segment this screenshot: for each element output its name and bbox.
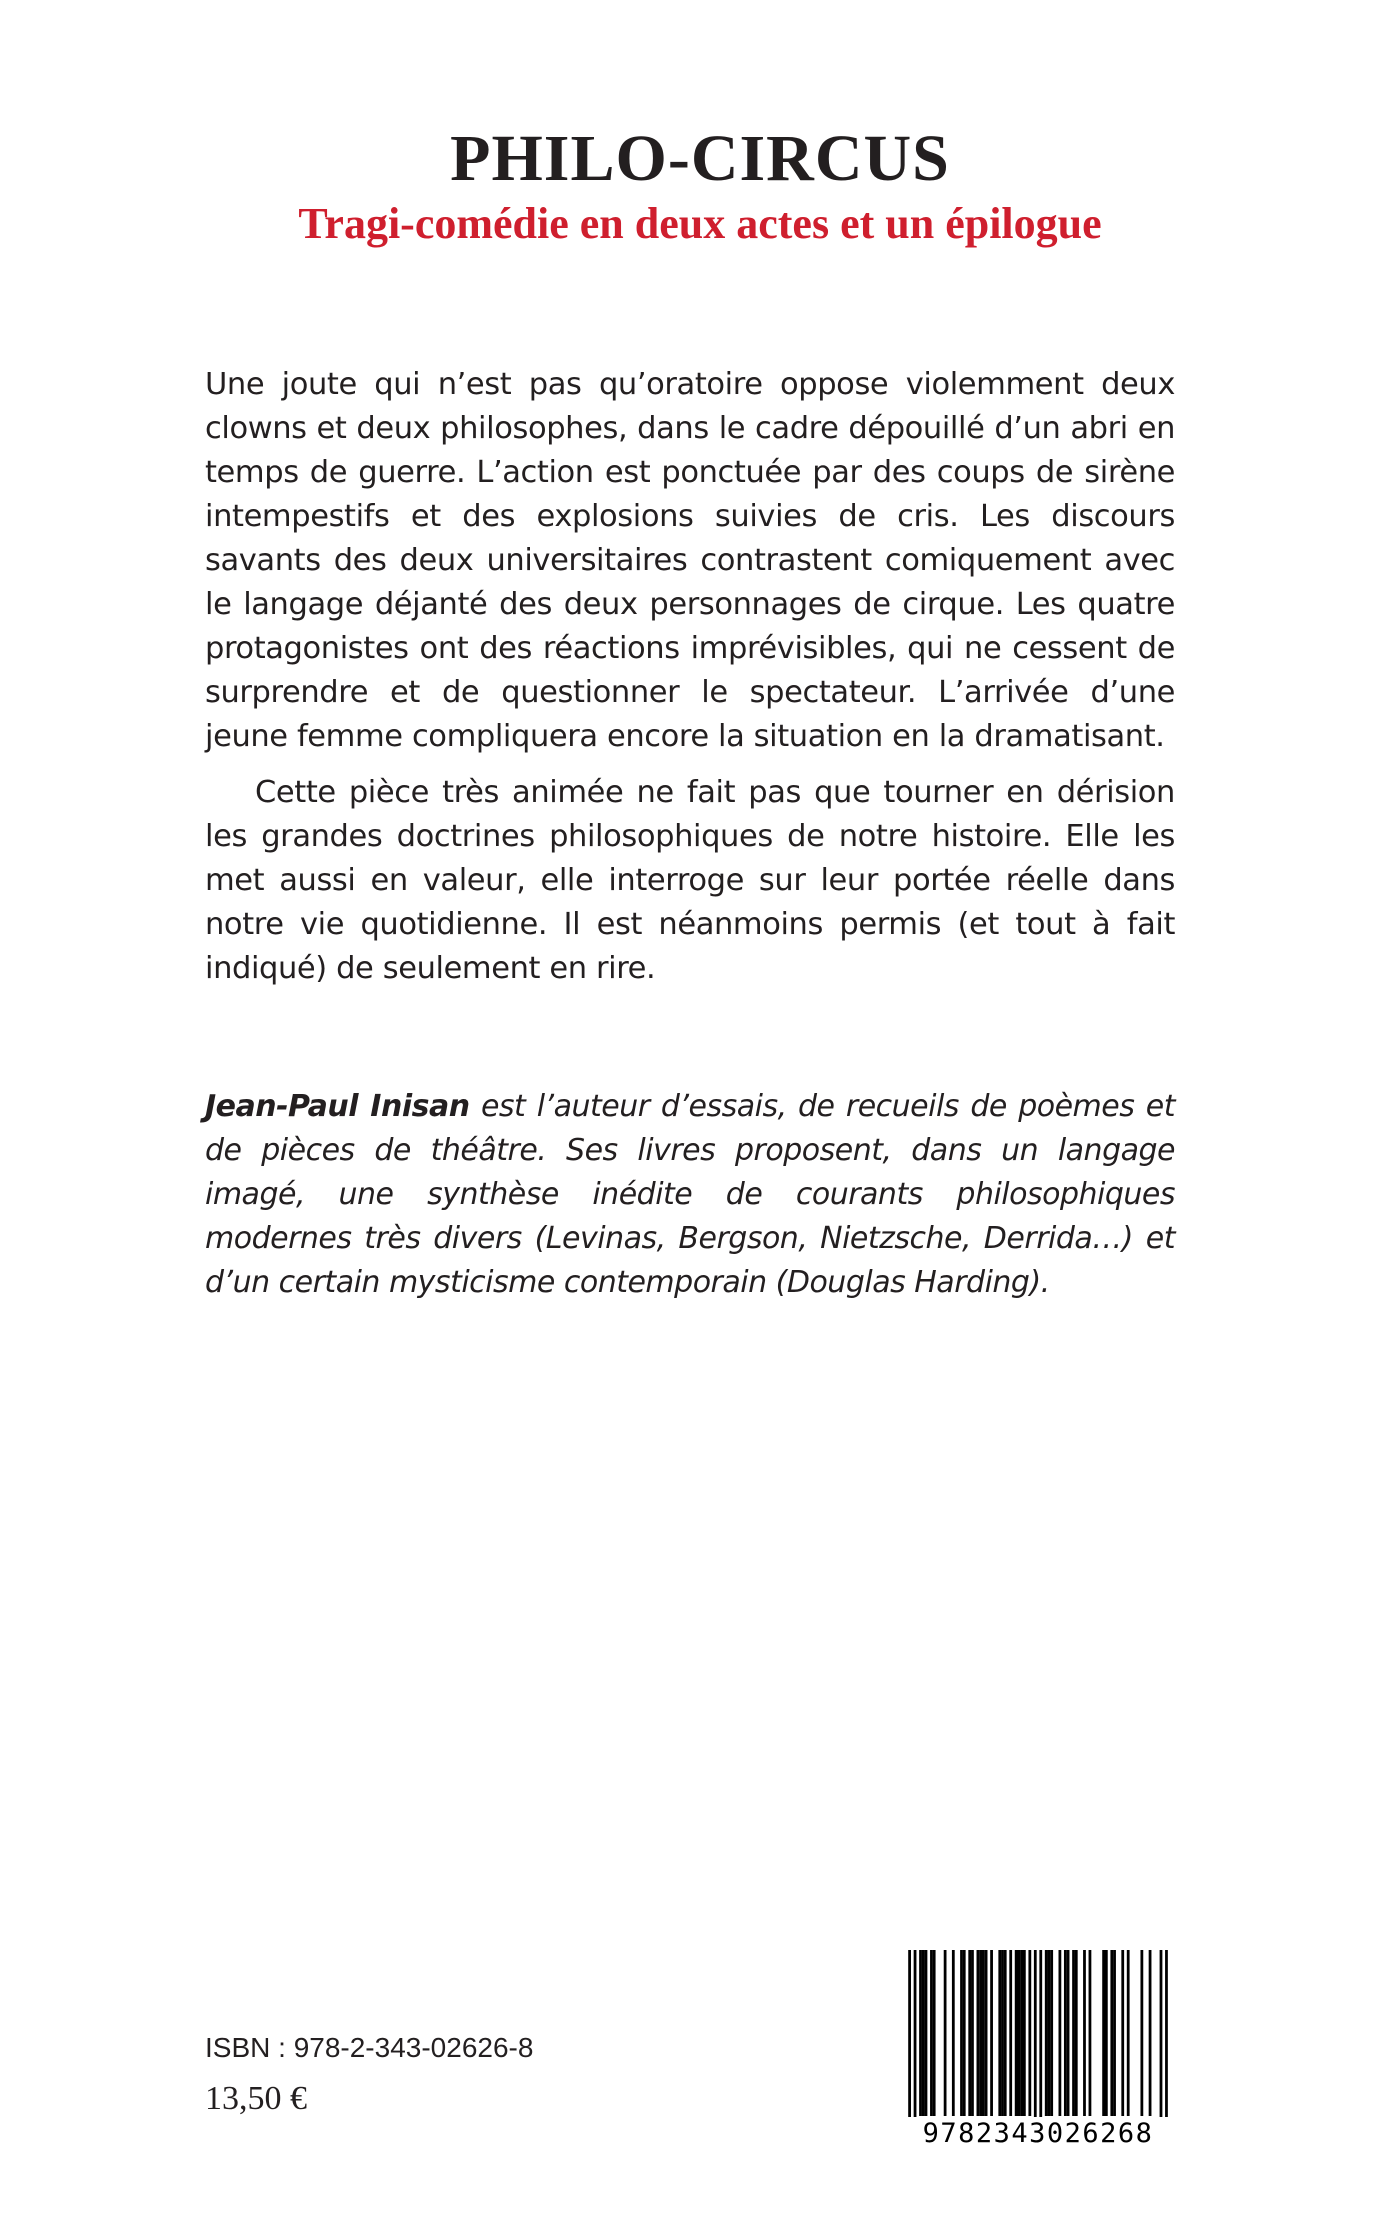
barcode-digits: 9782343026268 — [900, 2117, 1176, 2151]
barcode-bar — [1034, 1950, 1037, 2120]
barcode-bar — [1018, 1950, 1021, 2116]
barcode-bar — [1075, 1950, 1078, 2116]
author-name: Jean-Paul Inisan — [205, 1089, 470, 1124]
barcode-bar — [1102, 1950, 1105, 2116]
barcode-bar — [968, 1950, 971, 2116]
barcode-bar — [1121, 1950, 1124, 2116]
barcode-bar — [1089, 1950, 1092, 2116]
barcode-bars — [900, 1950, 1176, 2120]
barcode-bar — [971, 1950, 974, 2116]
barcode-bar — [1001, 1950, 1004, 2116]
barcode-bar — [1160, 1950, 1163, 2120]
barcode-bar — [998, 1950, 1001, 2116]
barcode-bar — [925, 1950, 928, 2116]
barcode-bar — [1083, 1950, 1086, 2116]
book-subtitle: Tragi-comédie en deux actes et un épilogue — [298, 199, 1102, 248]
barcode-bar — [1105, 1950, 1108, 2116]
isbn-text: ISBN : 978-2-343-02626-8 — [205, 2032, 534, 2063]
barcode-bar — [1028, 1950, 1031, 2116]
barcode-bar — [1165, 1950, 1168, 2120]
barcode-bar — [930, 1950, 933, 2116]
barcode-bar — [963, 1950, 966, 2116]
barcode-bar — [944, 1950, 947, 2116]
author-bio-text: est l’auteur d’essais, de recueils de poèmes et de pièces de théâtre. Ses livres proposent, dans un langage imagé, une synthèse inédite de courants philosophiques modernes très divers (Levinas, Bergson, Nietzsche, Derrida…) et d’un certain mysticisme contemporain (Douglas Harding). — [205, 1089, 1175, 1300]
barcode-bar — [1048, 1950, 1051, 2116]
barcode-bar — [1127, 1950, 1130, 2116]
blurb-paragraph-1: Une joute qui n’est pas qu’oratoire oppose violemment deux clowns et deux philosophes, dans le cadre dépouillé d’un abri en temps de guerre. L’action est ponctuée par des coups de sirène intempestifs et des explosions suivies de cris. Les discours savants des deux universitaires contrastent comiquement avec le langage déjanté des deux personnages de cirque. Les quatre protagonistes ont des réactions imprévisibles, qui ne cessent de surprendre et de questionner le spectateur. L’arrivée d’une jeune femme compliquera encore la situation en la dramatisant. — [205, 367, 1175, 754]
barcode-bar — [1009, 1950, 1012, 2116]
barcode-bar — [952, 1950, 955, 2116]
barcode-bar — [1015, 1950, 1018, 2116]
barcode-bar — [908, 1950, 911, 2120]
barcode-bar — [1045, 1950, 1048, 2116]
back-cover-blurb — [205, 363, 1175, 991]
barcode-bar — [1023, 1950, 1026, 2116]
barcode-bar — [1004, 1950, 1007, 2116]
barcode-bar — [1064, 1950, 1067, 2116]
barcode-bar — [960, 1950, 963, 2116]
price-text: 13,50 € — [205, 2080, 307, 2117]
blurb-paragraph-2: Cette pièce très animée ne fait pas que tourner en dérision les grandes doctrines philosophiques de notre histoire. Elle les met aussi en valeur, elle interroge sur leur portée réelle dans notre vie quotidienne. Il est néanmoins permis (et tout à fait indiqué) de seulement en rire. — [205, 775, 1175, 986]
barcode-bar — [979, 1950, 982, 2116]
barcode-bar — [914, 1950, 917, 2120]
barcode-bar — [1149, 1950, 1152, 2116]
barcode-bar — [1140, 1950, 1143, 2116]
author-bio — [205, 1085, 1175, 1305]
barcode-bar — [1113, 1950, 1116, 2116]
barcode-bar — [1072, 1950, 1075, 2116]
barcode-bar — [985, 1950, 988, 2116]
barcode-bar — [922, 1950, 925, 2116]
barcode-bar — [933, 1950, 936, 2116]
barcode-bar — [1067, 1950, 1070, 2116]
book-title: PHILO-CIRCUS — [450, 122, 950, 195]
barcode-bar — [1110, 1950, 1113, 2116]
barcode-bar — [919, 1950, 922, 2116]
barcode-bar — [990, 1950, 993, 2116]
barcode-bar — [1020, 1950, 1023, 2116]
barcode-bar — [982, 1950, 985, 2116]
barcode-bar — [1059, 1950, 1062, 2116]
barcode-bar — [977, 1950, 980, 2116]
barcode-bar — [1039, 1950, 1042, 2120]
barcode-bar — [1050, 1950, 1053, 2116]
